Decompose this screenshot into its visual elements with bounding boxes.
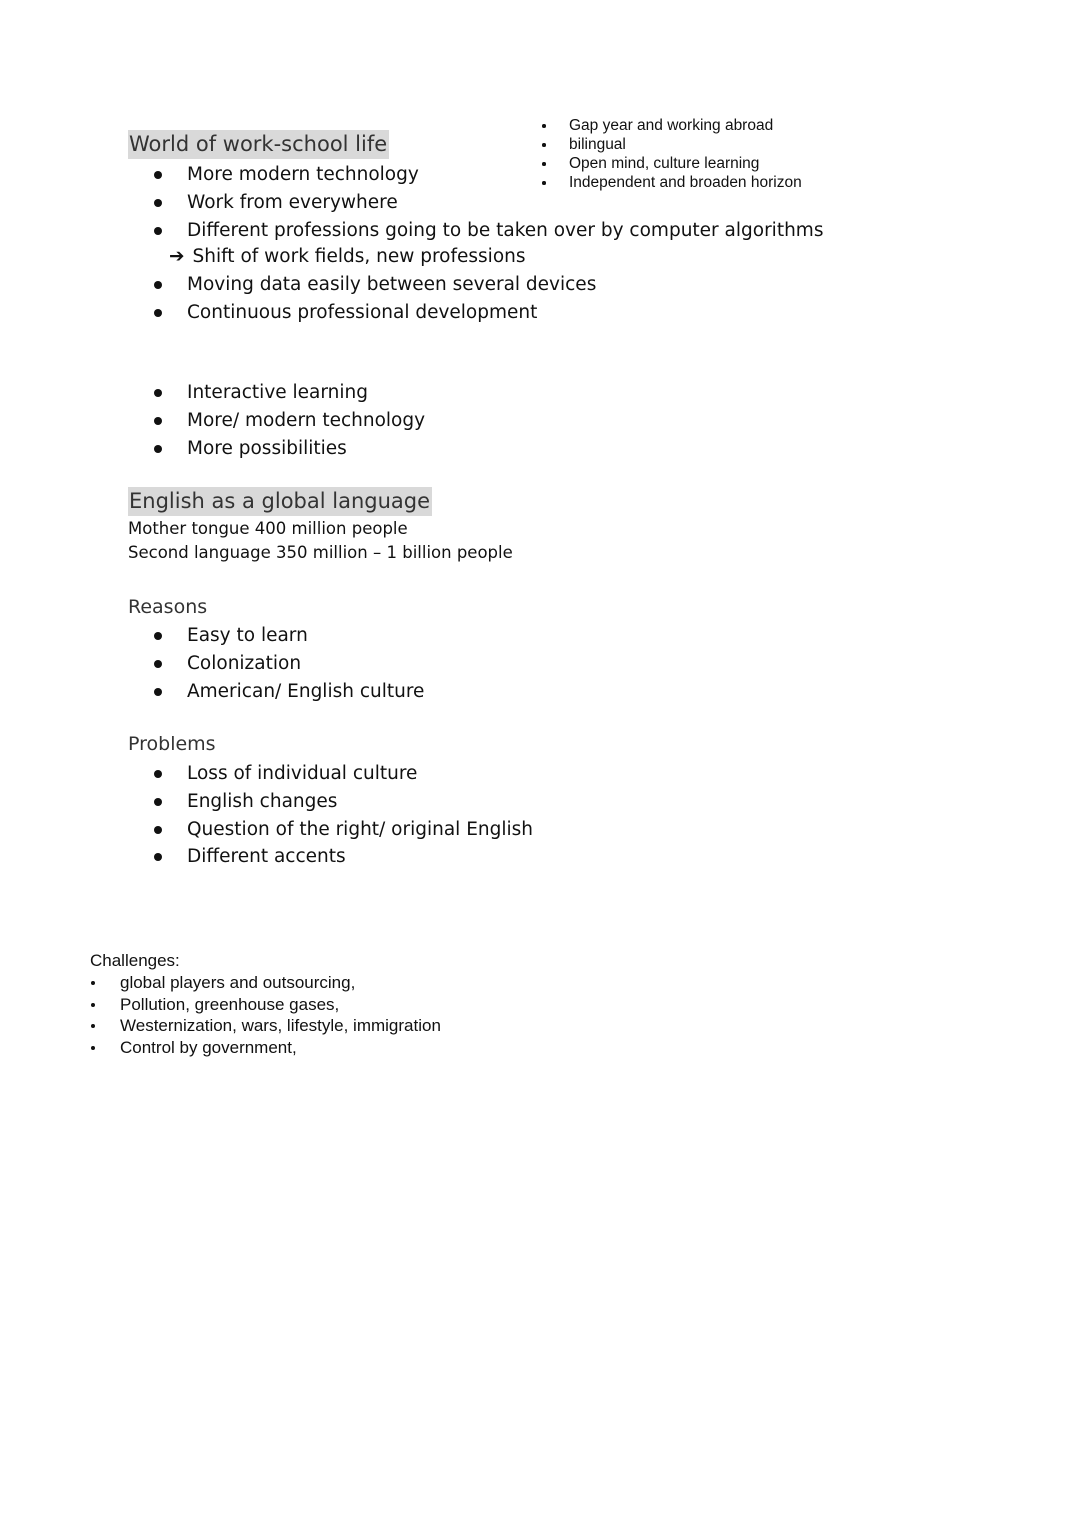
bullet-dot	[154, 309, 162, 317]
bullet-dot	[154, 227, 162, 235]
bullet-dot	[154, 199, 162, 207]
bullet-dot	[542, 143, 546, 147]
bullet-dot	[91, 1024, 95, 1028]
bullet-dot	[91, 981, 95, 985]
bullet-dot	[154, 853, 162, 861]
list-item: global players and outsourcing,	[90, 972, 441, 994]
list-item: English changes	[128, 788, 533, 816]
list-item: Easy to learn	[128, 622, 424, 650]
bullet-dot	[91, 1046, 95, 1050]
bullet-dot	[154, 171, 162, 179]
problems-list	[128, 760, 533, 871]
list-item: More/ modern technology	[128, 407, 425, 435]
list-item: Interactive learning	[128, 379, 425, 407]
second-language-line: Second language 350 million – 1 billion people	[128, 543, 513, 562]
work-bullets-b	[128, 271, 596, 327]
bullet-dot	[154, 632, 162, 640]
list-item: Pollution, greenhouse gases,	[90, 994, 441, 1016]
list-item: Different accents	[128, 843, 533, 871]
bullet-dot	[154, 281, 162, 289]
bullet-dot	[154, 826, 162, 834]
list-item: Colonization	[128, 650, 424, 678]
bullet-dot	[542, 124, 546, 128]
list-item: Open mind, culture learning	[540, 154, 802, 173]
list-item: Moving data easily between several devices	[128, 271, 596, 299]
list-item: Different professions going to be taken over by computer algorithms	[128, 217, 823, 245]
bullet-dot	[91, 1003, 95, 1007]
bullet-dot	[154, 688, 162, 696]
problems-title: Problems	[128, 733, 216, 755]
list-item: Continuous professional development	[128, 299, 596, 327]
mother-tongue-line: Mother tongue 400 million people	[128, 519, 408, 538]
arrow-note: ➔ Shift of work fields, new professions	[169, 246, 526, 267]
bullet-dot	[154, 798, 162, 806]
english-section-heading: English as a global language	[128, 487, 432, 516]
list-item: Independent and broaden horizon	[540, 173, 802, 192]
list-item: Loss of individual culture	[128, 760, 533, 788]
arrow-right-icon: ➔	[169, 246, 185, 267]
bullet-dot	[154, 770, 162, 778]
bullet-dot	[154, 389, 162, 397]
bullet-dot	[154, 417, 162, 425]
list-item: Question of the right/ original English	[128, 816, 533, 844]
list-item: Gap year and working abroad	[540, 116, 802, 135]
reasons-title: Reasons	[128, 596, 208, 618]
list-item: bilingual	[540, 135, 802, 154]
work-section-heading: World of work-school life	[128, 130, 389, 159]
list-item: Westernization, wars, lifestyle, immigration	[90, 1015, 441, 1037]
list-item: American/ English culture	[128, 678, 424, 706]
list-item: More modern technology	[128, 161, 823, 189]
list-item: Work from everywhere	[128, 189, 823, 217]
bullet-dot	[154, 445, 162, 453]
work-bullets-a	[128, 161, 823, 244]
list-item: More possibilities	[128, 435, 425, 463]
work-bullets-c	[128, 379, 425, 462]
challenges-list	[90, 972, 441, 1058]
challenges-title: Challenges:	[90, 951, 180, 970]
bullet-dot	[154, 660, 162, 668]
list-item: Control by government,	[90, 1037, 441, 1059]
reasons-list	[128, 622, 424, 705]
